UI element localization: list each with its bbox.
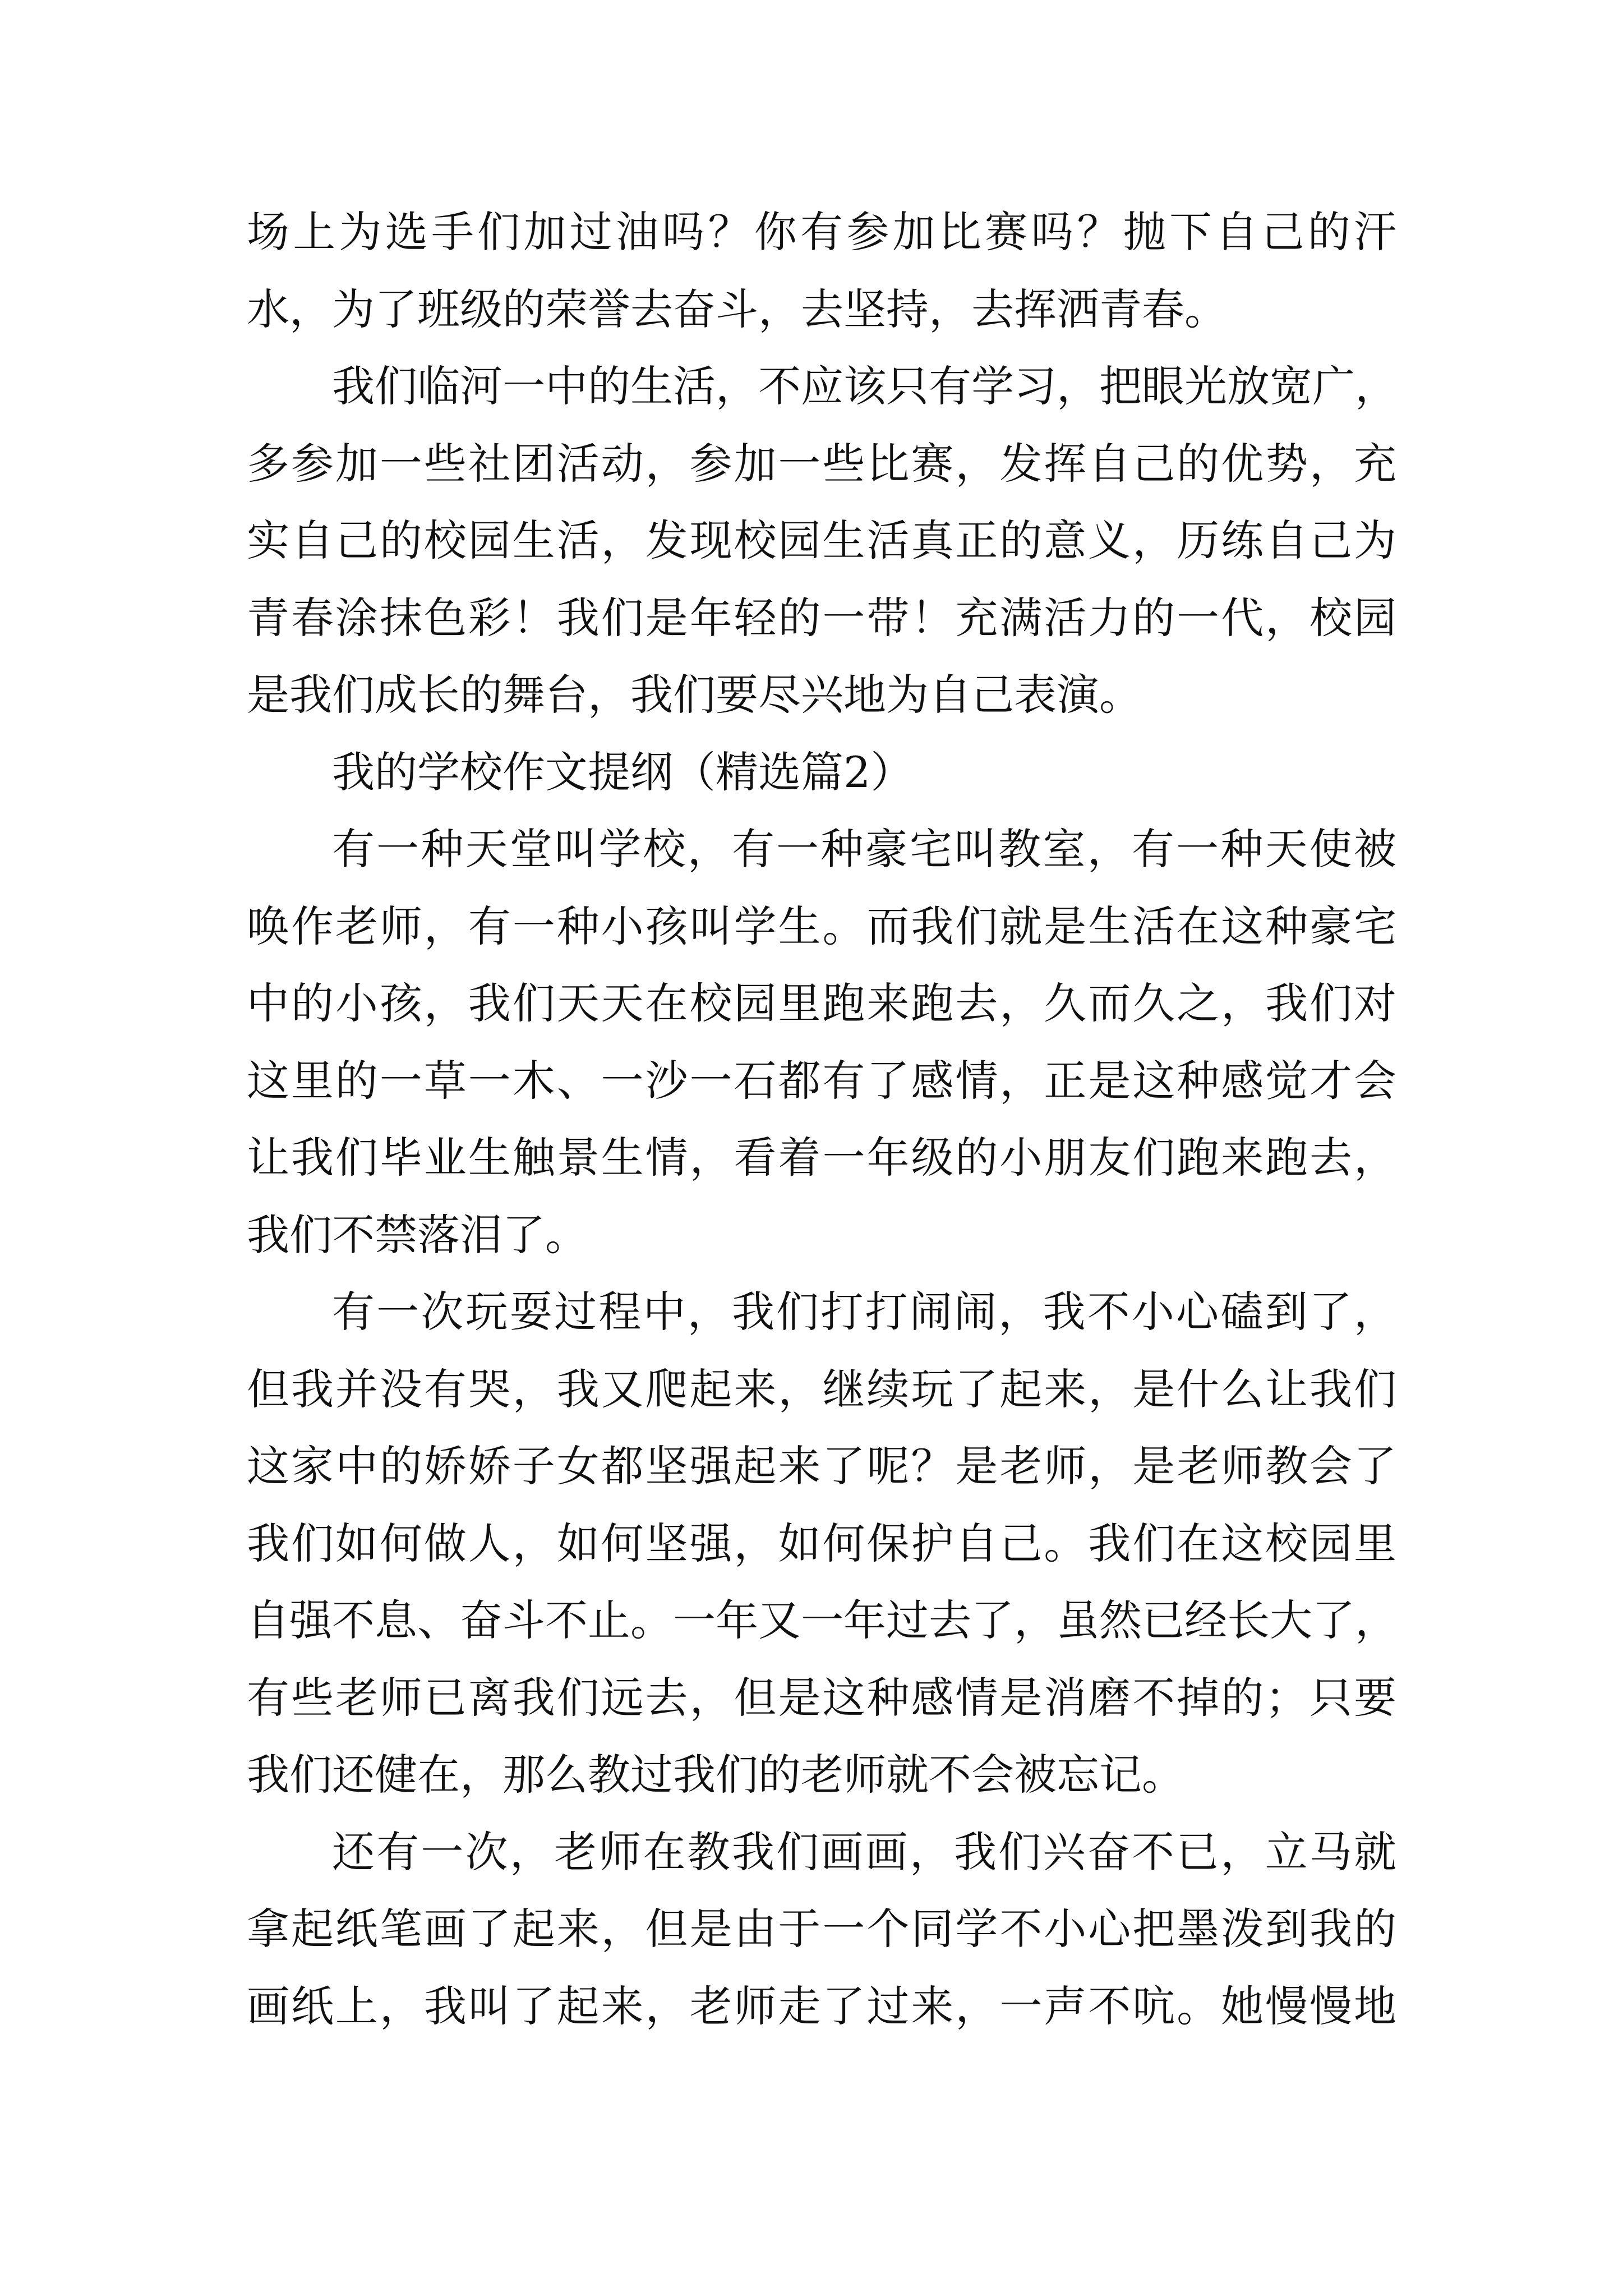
text-line: 还有一次，老师在教我们画画，我们兴奋不已，立马就 <box>332 1826 1396 1877</box>
text-line: 我们还健在，那么教过我们的老师就不会被忘记。 <box>247 1750 1184 1800</box>
text-line: 让我们毕业生触景生情，看着一年级的小朋友们跑来跑去， <box>247 1133 1396 1182</box>
text-line: 我们临河一中的生活，不应该只有学习，把眼光放宽广， <box>332 361 1398 411</box>
text-line: 我们不禁落泪了。 <box>247 1209 588 1260</box>
text-line: 我们如何做人，如何坚强，如何保护自己。我们在这校园里 <box>247 1518 1396 1568</box>
section-heading: 我的学校作文提纲（精选篇2） <box>332 747 914 797</box>
text-line: 中的小孩，我们天天在校园里跑来跑去，久而久之，我们对 <box>247 978 1396 1028</box>
text-line: 有一次玩耍过程中，我们打打闹闹，我不小心磕到了， <box>332 1287 1396 1337</box>
text-line: 有一种天堂叫学校，有一种豪宅叫教室，有一种天使被 <box>332 824 1396 874</box>
text-line: 这里的一草一木、一沙一石都有了感情，正是这种感觉才会 <box>247 1055 1396 1106</box>
text-line: 青春涂抹色彩！我们是年轻的一带！充满活力的一代，校园 <box>247 592 1396 643</box>
text-line: 实自己的校园生活，发现校园生活真正的意义，历练自己为 <box>247 516 1396 565</box>
text-line: 场上为选手们加过油吗？你有参加比赛吗？抛下自己的汗 <box>247 207 1396 257</box>
text-line: 这家中的娇娇子女都坚强起来了呢？是老师，是老师教会了 <box>247 1441 1396 1491</box>
text-line: 拿起纸笔画了起来，但是由于一个同学不小心把墨泼到我的 <box>247 1904 1396 1954</box>
text-line: 画纸上，我叫了起来，老师走了过来，一声不吭。她慢慢地 <box>247 1981 1396 2031</box>
text-line: 水，为了班级的荣誉去奋斗，去坚持，去挥洒青春。 <box>247 284 1227 334</box>
text-line: 是我们成长的舞台，我们要尽兴地为自己表演。 <box>247 670 1142 720</box>
text-line: 多参加一些社团活动，参加一些比赛，发挥自己的优势，充 <box>247 438 1396 489</box>
document-body <box>247 194 1396 2045</box>
text-line: 唤作老师，有一种小孩叫学生。而我们就是生活在这种豪宅 <box>247 901 1396 951</box>
text-line: 但我并没有哭，我又爬起来，继续玩了起来，是什么让我们 <box>247 1364 1396 1414</box>
text-line: 有些老师已离我们远去，但是这种感情是消磨不掉的；只要 <box>247 1672 1396 1723</box>
text-line: 自强不息、奋斗不止。一年又一年过去了，虽然已经长大了， <box>247 1595 1398 1645</box>
